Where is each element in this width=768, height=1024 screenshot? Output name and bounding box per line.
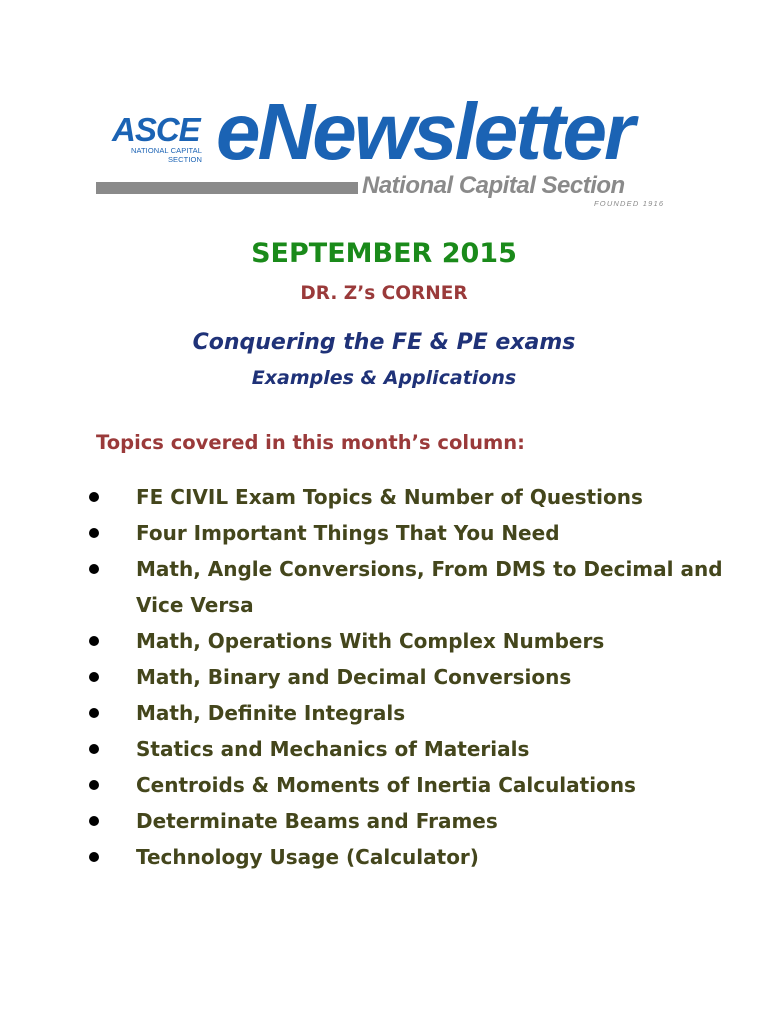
masthead-rule xyxy=(96,182,358,194)
topic-text: Math, Definite Integrals xyxy=(136,701,406,725)
topic-text: Centroids & Moments of Inertia Calculations xyxy=(136,773,636,797)
bullet-icon xyxy=(89,528,99,538)
topic-text: Math, Operations With Complex Numbers xyxy=(136,629,605,653)
bullet-icon xyxy=(89,564,99,574)
list-item xyxy=(88,803,748,839)
topic-text: Math, Binary and Decimal Conversions xyxy=(136,665,572,689)
asce-logo-subtitle xyxy=(131,147,202,164)
newsletter-title: eNewsletter xyxy=(216,87,633,176)
list-item xyxy=(88,731,748,767)
list-item xyxy=(88,479,748,515)
topic-text: FE CIVIL Exam Topics & Number of Questions xyxy=(136,485,643,509)
section-name: National Capital Section xyxy=(362,172,625,199)
topics-heading: Topics covered in this month’s column: xyxy=(96,431,525,454)
subheadline: Examples & Applications xyxy=(251,367,517,389)
list-item xyxy=(88,839,748,875)
list-item xyxy=(88,623,748,659)
bullet-icon xyxy=(89,780,99,790)
topic-text: Math, Angle Conversions, From DMS to Decimal and Vice Versa xyxy=(136,557,723,617)
bullet-icon xyxy=(89,492,99,502)
bullet-icon xyxy=(89,744,99,754)
list-item xyxy=(88,551,748,623)
asce-subtitle-line: NATIONAL CAPITAL xyxy=(130,146,202,155)
founded-note: FOUNDED 1916 xyxy=(594,199,665,208)
list-item xyxy=(88,659,748,695)
list-item xyxy=(88,695,748,731)
masthead xyxy=(0,0,768,220)
list-item xyxy=(88,515,748,551)
column-title: DR. Z’s CORNER xyxy=(300,283,468,304)
topic-text: Statics and Mechanics of Materials xyxy=(136,737,530,761)
topic-text: Technology Usage (Calculator) xyxy=(136,845,479,869)
topic-text: Determinate Beams and Frames xyxy=(136,809,498,833)
bullet-icon xyxy=(89,672,99,682)
headline: Conquering the FE & PE exams xyxy=(192,330,576,355)
topic-text: Four Important Things That You Need xyxy=(136,521,560,545)
bullet-icon xyxy=(89,636,99,646)
bullet-icon xyxy=(89,816,99,826)
bullet-icon xyxy=(89,708,99,718)
asce-logo-word: ASCE xyxy=(112,111,200,148)
asce-subtitle-line: SECTION xyxy=(167,154,202,164)
topics-list xyxy=(88,479,748,875)
list-item xyxy=(88,767,748,803)
issue-month: SEPTEMBER 2015 xyxy=(251,238,517,269)
bullet-icon xyxy=(89,852,99,862)
asce-logo xyxy=(112,112,208,172)
